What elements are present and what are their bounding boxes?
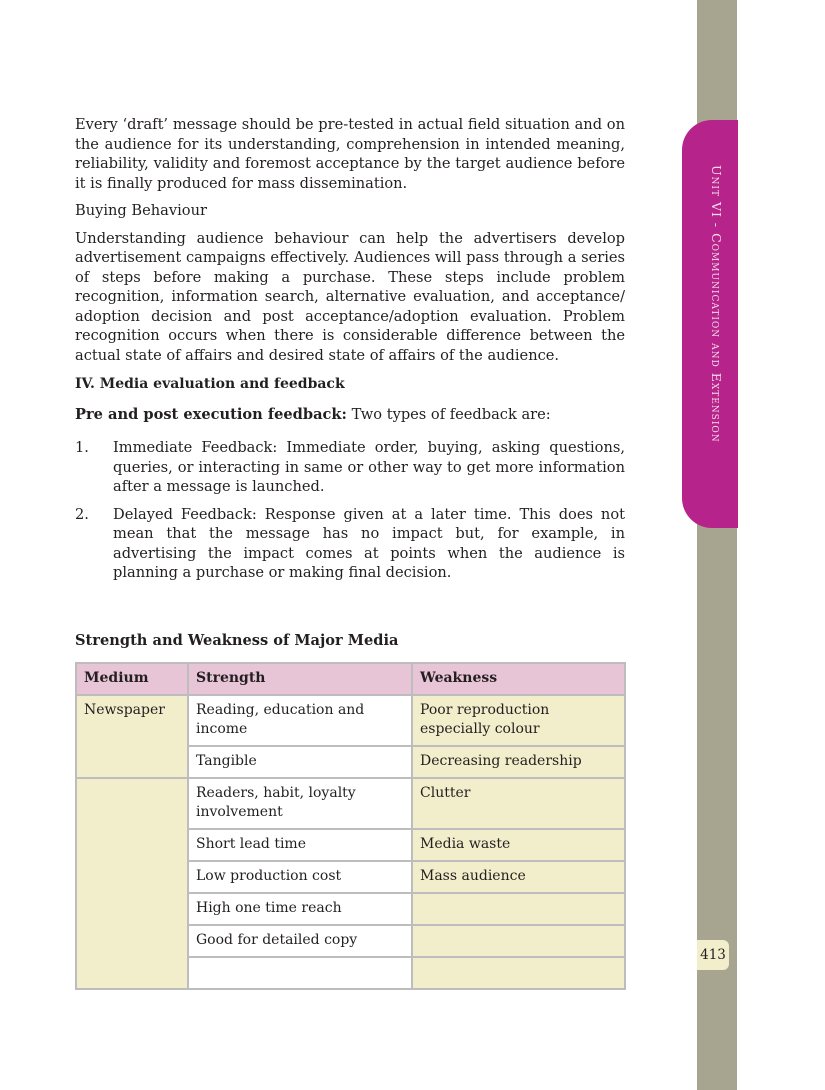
cell-weakness (412, 957, 625, 989)
media-table (75, 662, 626, 990)
table-row (76, 778, 625, 829)
table-title: Strength and Weakness of Major Media (75, 632, 399, 649)
feedback-lead (75, 405, 625, 425)
list-item (75, 438, 625, 497)
table-header-row (76, 663, 625, 695)
list-number: 1. (75, 439, 89, 456)
header-medium: Medium (76, 663, 188, 695)
cell-strength: Tangible (188, 746, 412, 778)
feedback-lead-bold: Pre and post execution feedback: (75, 405, 347, 423)
cell-strength: High one time reach (188, 893, 412, 925)
cell-weakness: Clutter (412, 778, 625, 829)
header-strength: Strength (188, 663, 412, 695)
unit-label: Unit VI - Communication and Extension (709, 165, 724, 443)
table-row (76, 695, 625, 746)
list-item (75, 505, 625, 583)
section-heading-media-evaluation: IV. Media evaluation and feedback (75, 376, 345, 392)
cell-weakness (412, 925, 625, 957)
list-text: Delayed Feedback: Response given at a later time. This does not mean that the message has no impact but, for example, in advertising the impact comes at points when the audience is planning a purchase or making final decision. (113, 505, 625, 581)
cell-strength (188, 957, 412, 989)
cell-weakness: Mass audience (412, 861, 625, 893)
cell-strength: Low production cost (188, 861, 412, 893)
cell-weakness: Media waste (412, 829, 625, 861)
paragraph-buying-behaviour: Understanding audience behaviour can help the advertisers develop advertisement campaigns effectively. Audiences will pass through a series of steps before making a purchase. These steps include problem recognition, information search, alternative evaluation, and acceptance/ adoption decision and post acceptance/adoption evaluation. Problem recognition occurs when there is considerable difference between the actual state of affairs and desired state of affairs of the audience. (75, 229, 625, 364)
feedback-lead-rest: Two types of feedback are: (346, 405, 551, 423)
list-number: 2. (75, 505, 89, 523)
cell-weakness: Poor reproduction especially colour (412, 695, 625, 746)
cell-weakness: Decreasing readership (412, 746, 625, 778)
feedback-list (75, 438, 625, 583)
list-text: Immediate Feedback: Immediate order, buying, asking questions, queries, or interacting in same or other way to get more information after a message is launched. (113, 439, 625, 495)
main-content (75, 115, 625, 591)
cell-medium: Newspaper (76, 695, 188, 778)
cell-weakness (412, 893, 625, 925)
header-weakness: Weakness (412, 663, 625, 695)
subheading-buying-behaviour: Buying Behaviour (75, 202, 207, 219)
cell-strength: Short lead time (188, 829, 412, 861)
cell-strength: Good for detailed copy (188, 925, 412, 957)
page-number: 413 (697, 940, 729, 970)
cell-strength: Reading, education and income (188, 695, 412, 746)
paragraph-draft-message: Every ‘draft’ message should be pre-tested in actual field situation and on the audience for its understanding, comprehension in intended meaning, reliability, validity and foremost acceptance by the target audience before it is finally produced for mass dissemination. (75, 116, 625, 192)
cell-strength: Readers, habit, loyalty involvement (188, 778, 412, 829)
cell-medium (76, 778, 188, 989)
